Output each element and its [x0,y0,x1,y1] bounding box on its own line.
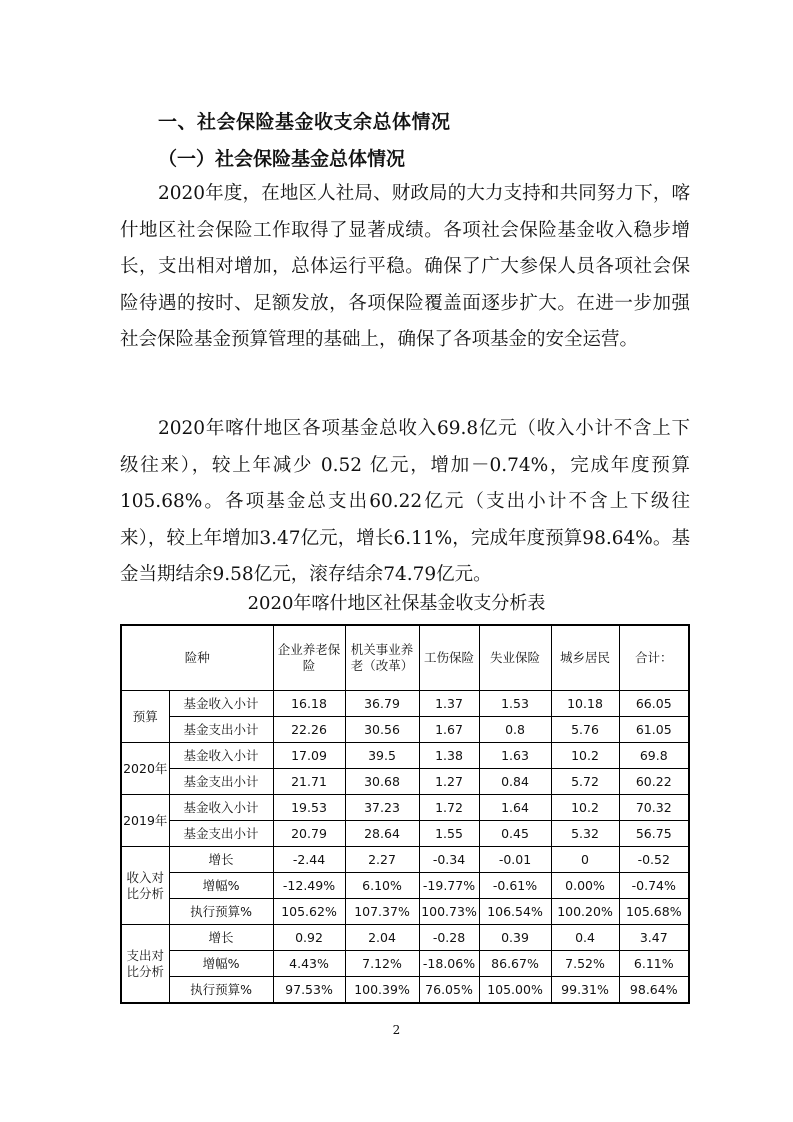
value-cell: 100.39% [345,977,419,1004]
value-cell: 1.67 [419,717,479,743]
header-cell-unemployment: 失业保险 [479,625,551,691]
value-cell: 3.47 [619,925,689,951]
value-cell: -0.74% [619,873,689,899]
table-row [121,821,689,847]
table-row [121,717,689,743]
table-row [121,847,689,873]
row-label-cell: 增幅% [169,873,273,899]
row-label-cell: 执行预算% [169,899,273,925]
value-cell: 5.72 [551,769,619,795]
value-cell: 0 [551,847,619,873]
page-number: 2 [392,1023,401,1037]
header-cell-enterprise-pension: 企业养老保险 [273,625,345,691]
subsection-heading: （一）社会保险基金总体情况 [158,148,406,170]
value-cell: 0.8 [479,717,551,743]
value-cell: 1.37 [419,691,479,717]
value-cell: 56.75 [619,821,689,847]
value-cell: 10.18 [551,691,619,717]
group-label-cell: 支出对比分析 [121,925,169,1004]
value-cell: 7.52% [551,951,619,977]
value-cell: -0.28 [419,925,479,951]
value-cell: 0.00% [551,873,619,899]
value-cell: 5.32 [551,821,619,847]
table-row [121,769,689,795]
value-cell: -2.44 [273,847,345,873]
value-cell: 98.64% [619,977,689,1004]
value-cell: 0.92 [273,925,345,951]
row-label-cell: 基金收入小计 [169,743,273,769]
value-cell: 105.62% [273,899,345,925]
value-cell: 100.20% [551,899,619,925]
value-cell: 39.5 [345,743,419,769]
value-cell: -12.49% [273,873,345,899]
value-cell: 19.53 [273,795,345,821]
value-cell: -0.61% [479,873,551,899]
value-cell: 97.53% [273,977,345,1004]
fund-analysis-table [120,624,690,1004]
value-cell: 105.00% [479,977,551,1004]
value-cell: 0.39 [479,925,551,951]
value-cell: 61.05 [619,717,689,743]
value-cell: 69.8 [619,743,689,769]
table-row [121,743,689,769]
value-cell: 10.2 [551,743,619,769]
value-cell: 106.54% [479,899,551,925]
value-cell: 7.12% [345,951,419,977]
value-cell: 1.63 [479,743,551,769]
row-label-cell: 基金支出小计 [169,717,273,743]
table-body [121,625,689,1003]
row-label-cell: 增幅% [169,951,273,977]
value-cell: 105.68% [619,899,689,925]
value-cell: 10.2 [551,795,619,821]
value-cell: 1.27 [419,769,479,795]
value-cell: 1.64 [479,795,551,821]
value-cell: 0.45 [479,821,551,847]
group-label-cell: 收入对比分析 [121,847,169,925]
group-label-cell: 2019年 [121,795,169,847]
table-row [121,925,689,951]
value-cell: 22.26 [273,717,345,743]
value-cell: 70.32 [619,795,689,821]
table-row [121,691,689,717]
table-row [121,899,689,925]
value-cell: 100.73% [419,899,479,925]
value-cell: 0.4 [551,925,619,951]
value-cell: 21.71 [273,769,345,795]
row-label-cell: 基金收入小计 [169,795,273,821]
value-cell: 16.18 [273,691,345,717]
value-cell: -0.01 [479,847,551,873]
header-cell-residents: 城乡居民 [551,625,619,691]
value-cell: -0.34 [419,847,479,873]
value-cell: 4.43% [273,951,345,977]
value-cell: -0.52 [619,847,689,873]
value-cell: 1.55 [419,821,479,847]
section-heading: 一、社会保险基金收支余总体情况 [158,111,451,133]
value-cell: 1.53 [479,691,551,717]
value-cell: 37.23 [345,795,419,821]
table-row [121,951,689,977]
value-cell: 5.76 [551,717,619,743]
value-cell: -18.06% [419,951,479,977]
value-cell: 107.37% [345,899,419,925]
row-label-cell: 基金支出小计 [169,821,273,847]
value-cell: 36.79 [345,691,419,717]
value-cell: 2.04 [345,925,419,951]
header-cell-institution-pension: 机关事业养老（改革） [345,625,419,691]
table-caption: 2020年喀什地区社保基金收支分析表 [247,593,546,614]
row-label-cell: 执行预算% [169,977,273,1004]
value-cell: 1.72 [419,795,479,821]
value-cell: 30.68 [345,769,419,795]
value-cell: 6.10% [345,873,419,899]
table-row [121,977,689,1004]
row-label-cell: 增长 [169,925,273,951]
value-cell: 1.38 [419,743,479,769]
row-label-cell: 基金收入小计 [169,691,273,717]
value-cell: -19.77% [419,873,479,899]
group-label-cell: 预算 [121,691,169,743]
value-cell: 66.05 [619,691,689,717]
value-cell: 28.64 [345,821,419,847]
header-cell-type: 险种 [121,625,273,691]
row-label-cell: 基金支出小计 [169,769,273,795]
value-cell: 17.09 [273,743,345,769]
value-cell: 30.56 [345,717,419,743]
value-cell: 86.67% [479,951,551,977]
table-header-row [121,625,689,691]
header-cell-total: 合计： [619,625,689,691]
paragraph-overview: 2020年度，在地区人社局、财政局的大力支持和共同努力下，喀什地区社会保险工作取得了显著成绩。各项社会保险基金收入稳步增长，支出相对增加，总体运行平稳。确保了广大参保人员各项社会保险待遇的按时、足额发放，各项保险覆盖面逐步扩大。在进一步加强社会保险基金预算管理的基础上，确保了各项基金的安全运营。 [120,183,690,350]
header-cell-injury: 工伤保险 [419,625,479,691]
paragraph-figures: 2020年喀什地区各项基金总收入69.8亿元（收入小计不含上下级往来），较上年减少 0.52 亿元，增加－0.74%，完成年度预算105.68%。各项基金总支出60.22亿元（支出小计不含上下级往来），较上年增加3.47亿元，增长6.11%，完成年度预算98.64%。基金当期结余9.58亿元，滚存结余74.79亿元。 [120,418,690,585]
value-cell: 2.27 [345,847,419,873]
table-row [121,795,689,821]
value-cell: 6.11% [619,951,689,977]
group-label-cell: 2020年 [121,743,169,795]
value-cell: 60.22 [619,769,689,795]
value-cell: 20.79 [273,821,345,847]
row-label-cell: 增长 [169,847,273,873]
table-row [121,873,689,899]
value-cell: 76.05% [419,977,479,1004]
value-cell: 0.84 [479,769,551,795]
value-cell: 99.31% [551,977,619,1004]
